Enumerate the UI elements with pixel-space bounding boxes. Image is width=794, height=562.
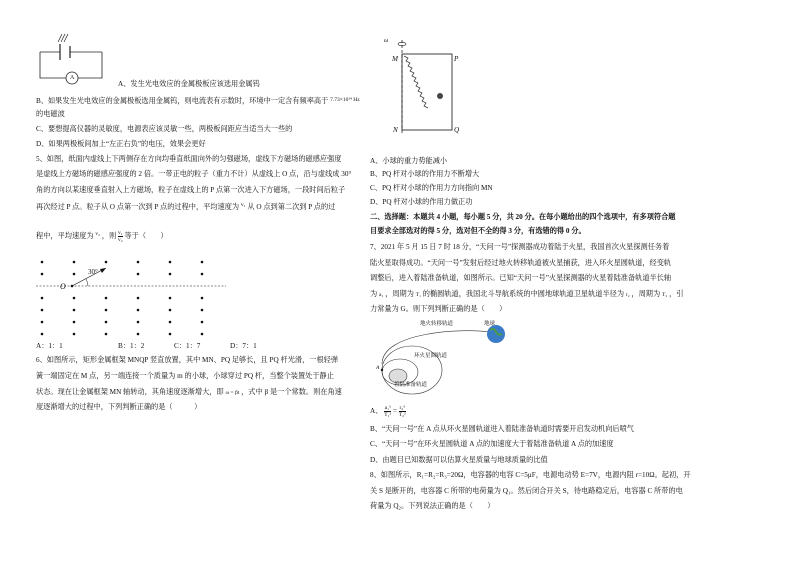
- q7-line4-end: ，引: [669, 290, 684, 298]
- q7-line1: 7、2021 年 5 月 15 日 7 时 18 分，“天问一号”探测器成功着陆于火星，我国首次火星探测任务着: [370, 243, 670, 251]
- q7-option-a-label: A、: [370, 407, 383, 416]
- q7-option-a-den2: T₂²: [398, 412, 406, 418]
- q6-line2: 簧一端固定在 M 点，另一端连接一个质量为 m 的小球，小球穿过 PQ 杆，当整个装置处于静止: [36, 372, 334, 380]
- section2-line1: 二、选择题：本题共 4 小题，每小题 5 分，共 20 分。在每小题给出的四个选项中，有多项符合题: [370, 213, 676, 221]
- q6-omega-label: ω: [384, 38, 389, 44]
- q5-option-c: C：1：7: [174, 342, 201, 350]
- q5-line3: 角的方向以某速度垂直射入上方磁场，粒子在虚线上的 P 点第一次进入下方磁场，一段时间后粒子: [36, 186, 346, 194]
- q5-line4: [36, 203, 335, 213]
- q7-a1: a₁: [379, 292, 384, 298]
- q6-option-b: B、PQ 杆对小球的作用力不断增大: [370, 170, 480, 178]
- q6-line3-mid: ，式中: [241, 388, 263, 396]
- q8-line3: 荷量为 Q₂。下列说法正确的是（ ）: [370, 502, 495, 510]
- orbit-transfer-label: 地火转移轨道: [420, 321, 454, 327]
- q7-option-a-equals: =: [392, 407, 397, 416]
- q5-v2: v₂: [95, 231, 100, 238]
- q7-T2: T₂: [661, 292, 668, 298]
- q7-line4-period: ，周期为: [385, 290, 414, 298]
- q5-line5: [36, 230, 168, 243]
- q6-formula: ω = βt: [225, 390, 240, 396]
- q8-line1: 8、如图所示，R₁=R₂=R₃=20Ω，电容器的电容 C=5μF，电源电动势 E=7V，电源内阻 r=10Ω。起初，开: [370, 471, 691, 479]
- ammeter-label: A: [70, 75, 75, 81]
- q7-option-a-frac1: [384, 405, 391, 418]
- frame-point-n: N: [393, 126, 398, 134]
- q5-v1: v₁: [240, 202, 246, 208]
- q6-option-d: D、PQ 杆对小球的作用力做正功: [370, 198, 473, 206]
- orbit-point-a: A: [376, 365, 380, 371]
- q5-option-b: B：1：2: [118, 342, 145, 350]
- q6-line3-end: 是一个常数。则在角速: [269, 388, 342, 396]
- q5-fraction: [118, 230, 123, 243]
- q7-T1: T₁: [415, 292, 421, 298]
- q7-option-b: B、“天问一号”在 A 点从环火星圆轨道进入着陆准备轨道时需要开启发动机向后喷气: [370, 425, 634, 433]
- q5-angle-label: 30°: [88, 268, 98, 276]
- q7-line2: 陆火星取得成功。“天问一号”发射后经过地火转移轨道被火星捕获，进入环火星圆轨道，经变轨: [370, 259, 672, 267]
- q5-option-a: A：1：1: [36, 342, 63, 350]
- q5-fraction-num: v₁: [117, 230, 123, 236]
- q8-line2: 关 S 是断开的，电容器 C 所带的电荷量为 Q₁。然后闭合开关 S，待电路稳定后，电容器 C 所带的电: [370, 487, 683, 495]
- q7-option-a-num1: a₁³: [384, 405, 391, 411]
- q6-line1: 6、如图所示，矩形金属框架 MNQP 竖直放置，其中 MN、PQ 足够长，且 PQ 杆光滑，一根轻弹: [36, 356, 339, 364]
- rotating-frame-diagram: [388, 36, 468, 136]
- q5-line5-then: ，则: [101, 232, 117, 241]
- q4-option-a: A、发生光电效应的金属极板应该选用金属钨: [118, 80, 260, 88]
- q6-option-a: A、小球的重力势能减小: [370, 157, 448, 165]
- orbit-circle-label: 环火星圆轨道: [414, 353, 448, 359]
- q7-option-a-num2: r₂³: [399, 405, 405, 411]
- q5-line5-text: 程中，平均速度为: [36, 232, 94, 241]
- q7-r2: r₂: [625, 292, 630, 298]
- q6-line3: [36, 388, 342, 398]
- q7-line4-text: 为: [370, 290, 378, 298]
- q7-option-a: [370, 405, 406, 418]
- q7-option-a-den1: T₁²: [384, 412, 392, 418]
- q5-line4-tail: 从 O 点到第二次到 P 点的过: [247, 203, 336, 211]
- q5-point-o: O: [60, 282, 66, 291]
- q6-beta: β: [264, 388, 269, 396]
- q6-option-c: C、PQ 杆对小球的作用力方向指向 MN: [370, 184, 493, 192]
- q4-option-d: D、如果两极板间加上“左正右负”的电压，效果会更好: [36, 140, 206, 148]
- q7-option-c: C、“天问一号”在环火星圆轨道 A 点的加速度大于着陆准备轨道 A 点的加速度: [370, 440, 614, 448]
- section2-line2: 目要求全部选对的得 5 分，选对但不全的得 3 分，有选错的得 0 分。: [370, 227, 586, 235]
- q5-line5-end: 等于（ ）: [124, 232, 168, 241]
- frame-point-p: P: [454, 55, 459, 63]
- frame-point-q: Q: [454, 126, 460, 134]
- q4-option-b-frequency: 7.73×10¹⁴ Hz: [330, 97, 360, 103]
- q4-option-b-line2: 的电磁波: [36, 110, 65, 118]
- q5-line2: 是虚线上方磁场的磁感应强度的 2 倍。一带正电的粒子（重力不计）从虚线上 O 点，沿与虚线成 30°: [36, 170, 352, 178]
- q5-line4-text: 再次经过 P 点。粒子从 O 点第一次到 P 点的过程中，平均速度为: [36, 203, 240, 211]
- q5-option-d: D：7：1: [230, 342, 257, 350]
- q7-line5: 力常量为 G。则下列判断正确的是（ ）: [370, 305, 507, 313]
- orbit-prep-label: 着陆准备轨道: [394, 382, 428, 388]
- q7-option-d: D、由题目已知数据可以估算火星质量与地球质量的比值: [370, 456, 548, 464]
- q7-line4-mid: 的椭圆轨道，我国北斗导航系统的中圆地球轨道卫星轨道半径为: [422, 290, 625, 298]
- q7-line4: [370, 290, 683, 300]
- q6-line4: 度逐渐增大的过程中，下列判断正确的是（ ）: [36, 403, 202, 411]
- q6-line3-text: 状态。现在让金属框架 MN 轴转动，其角速度逐渐增大，即: [36, 388, 224, 396]
- q4-option-c: C、要想提高仪器的灵敏度，电源表应该灵敏一些，两极板间距应当适当大一些的: [36, 125, 293, 133]
- orbit-earth-label: 地球: [484, 321, 496, 327]
- q5-fraction-den: v₂: [117, 237, 123, 243]
- q5-line1: 5、如图，纸面内虚线上下两侧存在方向均垂直纸面向外的匀强磁场，虚线下方磁场的磁感应强度: [36, 155, 342, 163]
- q4-option-b-line1: [36, 97, 360, 107]
- q7-option-a-frac2: [399, 405, 406, 418]
- frame-point-m: M: [392, 55, 398, 63]
- q7-line4-period2: ，周期为: [631, 290, 661, 298]
- q4-option-b-text: B、如果发生光电效应的金属极板选用金属钨，则电流表有示数时，环境中一定含有频率高于: [36, 97, 329, 105]
- magnetic-field-diagram: [36, 258, 236, 336]
- q7-line3: 调整后，进入着陆准备轨道，如图所示。已知“天问一号”火星探测器的火星着陆准备轨道半长轴: [370, 274, 672, 282]
